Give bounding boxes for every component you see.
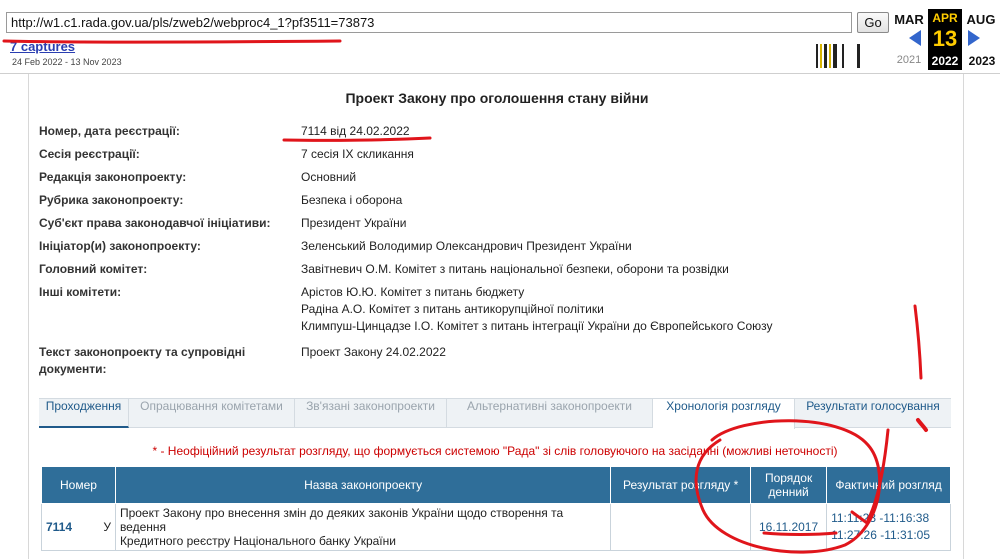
sparkline-bar bbox=[816, 44, 818, 68]
actual-time-link[interactable]: 11:11:23 -11:16:38 bbox=[831, 511, 930, 525]
field-value-other-committee: Арістов Ю.Ю. Комітет з питань бюджету bbox=[301, 285, 525, 299]
current-year-label: 2022 bbox=[931, 54, 959, 68]
unofficial-result-notice: * - Неофіційний результат розгляду, що формується системою "Рада" зі слів головуючого на засіданні (можливі неточності) bbox=[152, 444, 838, 458]
bill-tabs bbox=[39, 398, 951, 428]
current-month-label: APR bbox=[932, 11, 958, 25]
field-value-main-committee: Завітневич О.М. Комітет з питань національної безпеки, оборони та розвідки bbox=[301, 262, 729, 276]
url-input[interactable] bbox=[6, 12, 852, 33]
current-capture-date bbox=[928, 9, 962, 70]
bill-number-cell bbox=[42, 504, 116, 551]
col-header-agenda-line: денний bbox=[768, 485, 809, 499]
field-value-reg-number: 7114 від 24.02.2022 bbox=[301, 124, 410, 138]
field-label-initiator: Ініціатор(и) законопроекту: bbox=[39, 239, 201, 253]
tab-alternative-bills[interactable]: Альтернативні законопроекти bbox=[447, 399, 653, 428]
capture-date-range: 24 Feb 2022 - 13 Nov 2023 bbox=[12, 57, 122, 67]
field-label-documents bbox=[39, 344, 245, 378]
current-day-label: 13 bbox=[932, 26, 958, 51]
sparkline-bar bbox=[829, 44, 831, 68]
go-button[interactable]: Go bbox=[857, 12, 889, 33]
page-title: Проект Закону про оголошення стану війни bbox=[345, 90, 649, 106]
bill-result-cell bbox=[611, 504, 751, 551]
chronology-table bbox=[41, 466, 951, 551]
tab-committee-processing[interactable]: Опрацювання комітетами bbox=[129, 399, 295, 428]
field-label-edition: Редакція законопроекту: bbox=[39, 170, 187, 184]
field-label-session: Сесія реєстрації: bbox=[39, 147, 140, 161]
actual-times-cell bbox=[827, 504, 951, 551]
prev-month-label[interactable]: MAR bbox=[894, 12, 924, 27]
bill-number-link[interactable]: 7114 bbox=[46, 520, 73, 534]
bill-name-cell bbox=[115, 504, 610, 551]
field-label-documents-line: Текст законопроекту та супровідні bbox=[39, 345, 246, 359]
field-value-session: 7 сесія IX скликання bbox=[301, 147, 414, 161]
sparkline-bar bbox=[842, 44, 844, 68]
field-value-other-committee: Климпуш-Цинцадзе І.О. Комітет з питань інтеграції України до Європейського Союзу bbox=[301, 319, 773, 333]
field-label-subject: Суб'єкт права законодавчої ініціативи: bbox=[39, 216, 271, 230]
tab-passage[interactable]: Проходження bbox=[39, 399, 129, 428]
table-row bbox=[42, 504, 951, 551]
field-label-main-committee: Головний комітет: bbox=[39, 262, 148, 276]
prev-year-label[interactable]: 2021 bbox=[896, 54, 922, 66]
bill-name-line: Кредитного реєстру Національного банку України bbox=[119, 534, 396, 548]
col-header-agenda bbox=[751, 467, 827, 504]
field-label-other-committees: Інші комітети: bbox=[39, 285, 122, 299]
actual-time-link[interactable]: 11:27:26 -11:31:05 bbox=[831, 528, 931, 542]
tab-voting-results[interactable]: Результати голосування bbox=[806, 399, 940, 413]
sparkline-bar bbox=[833, 44, 837, 68]
col-header-bill-name: Назва законопроекту bbox=[115, 467, 610, 504]
sparkline-bar bbox=[857, 44, 860, 68]
tab-chronology[interactable]: Хронологія розгляду bbox=[653, 399, 795, 429]
field-value-initiator: Зеленський Володимир Олександрович Президент України bbox=[301, 239, 632, 253]
bill-flag: У bbox=[103, 520, 111, 534]
next-month-label[interactable]: AUG bbox=[966, 12, 996, 27]
field-label-reg-number: Номер, дата реєстрації: bbox=[39, 124, 180, 138]
field-label-documents-line: документи: bbox=[39, 362, 107, 376]
col-header-number: Номер bbox=[42, 467, 116, 504]
capture-sparkline[interactable] bbox=[812, 44, 864, 68]
bill-card bbox=[28, 74, 964, 559]
sparkline-bar bbox=[824, 44, 827, 68]
captures-link[interactable]: 7 captures bbox=[10, 39, 76, 54]
field-label-rubric: Рубрика законопроекту: bbox=[39, 193, 184, 207]
col-header-agenda-line: Порядок bbox=[764, 471, 813, 485]
bill-name-line: Проект Закону про внесення змін до деяких законів України щодо створення та ведення bbox=[119, 506, 564, 534]
col-header-result: Результат розгляду * bbox=[611, 467, 751, 504]
agenda-date-link[interactable]: 16.11.2017 bbox=[751, 504, 827, 551]
col-header-actual: Фактичний розгляд bbox=[827, 467, 951, 504]
field-value-other-committee: Радіна А.О. Комітет з питань антикорупційної політики bbox=[301, 302, 604, 316]
field-value-subject: Президент України bbox=[301, 216, 407, 230]
field-value-edition: Основний bbox=[301, 170, 357, 184]
prev-capture-arrow-icon[interactable] bbox=[909, 30, 921, 46]
table-header-row bbox=[42, 467, 951, 504]
field-value-documents-link[interactable]: Проект Закону 24.02.2022 bbox=[301, 345, 446, 359]
wayback-toolbar bbox=[0, 0, 1000, 74]
tab-related-bills[interactable]: Зв'язані законопроекти bbox=[295, 399, 447, 428]
next-year-label[interactable]: 2023 bbox=[968, 54, 996, 68]
sparkline-bar bbox=[820, 44, 822, 68]
next-capture-arrow-icon[interactable] bbox=[968, 30, 980, 46]
field-value-rubric: Безпека і оборона bbox=[301, 193, 403, 207]
